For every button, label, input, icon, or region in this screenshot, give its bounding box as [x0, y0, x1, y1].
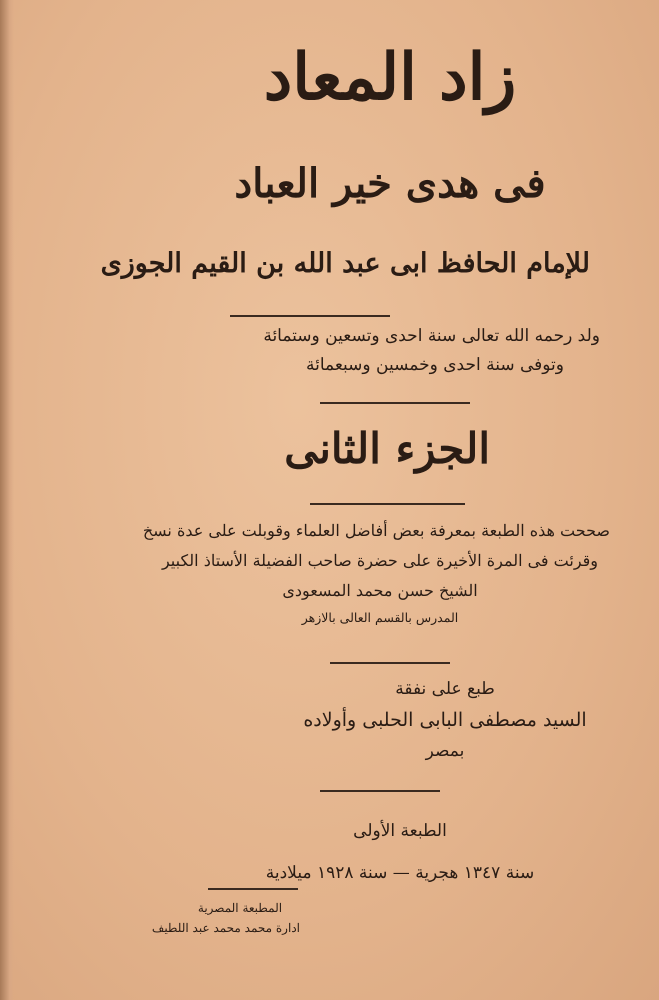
- publisher-block: [280, 674, 610, 767]
- publisher-name: السيد مصطفى البابى الحلبى وأولاده: [303, 709, 587, 731]
- volume-title: الجزء الثانى: [284, 424, 490, 473]
- edition-note: [142, 516, 610, 630]
- divider-rule: [320, 790, 440, 792]
- divider-rule: [310, 503, 465, 505]
- birth-death-dates: [263, 322, 600, 380]
- press-management: ادارة محمد محمد عبد اللطيف: [151, 921, 300, 935]
- edition-note-line: وقرئت فى المرة الأخيرة على حضرة صاحب الفضيلة الأستاذ الكبير: [161, 551, 599, 570]
- divider-rule: [330, 662, 450, 664]
- birth-line: ولد رحمه الله تعالى سنة احدى وتسعين وستمائة: [263, 326, 600, 346]
- divider-rule: [320, 402, 470, 404]
- publisher-city: بمصر: [425, 741, 465, 761]
- book-subtitle: فى هدى خير العباد: [234, 160, 546, 207]
- publication-year: سنة ١٣٤٧ هجرية — سنة ١٩٢٨ ميلادية: [265, 863, 535, 883]
- edition-note-line: صححت هذه الطبعة بمعرفة بعض أفاضل العلماء وقوبلت على عدة نسخ: [142, 521, 610, 540]
- death-line: وتوفى سنة احدى وخمسين وسبعمائة: [305, 355, 564, 375]
- edition-label: الطبعة الأولى: [353, 821, 447, 841]
- edition-block: [260, 810, 540, 894]
- divider-rule: [230, 315, 390, 317]
- author-line: للإمام الحافظ ابى عبد الله بن القيم الجوزى: [100, 248, 590, 279]
- edition-note-line: الشيخ حسن محمد المسعودى: [282, 581, 478, 600]
- book-title: زاد المعاد: [263, 40, 517, 115]
- book-spine-shadow: [0, 0, 14, 1000]
- press-stamp: [151, 898, 300, 938]
- divider-rule: [208, 888, 298, 890]
- printed-for-label: طبع على نفقة: [395, 679, 495, 699]
- edition-note-line: المدرس بالقسم العالى بالازهر: [301, 610, 459, 625]
- press-name: المطبعة المصرية: [197, 901, 283, 915]
